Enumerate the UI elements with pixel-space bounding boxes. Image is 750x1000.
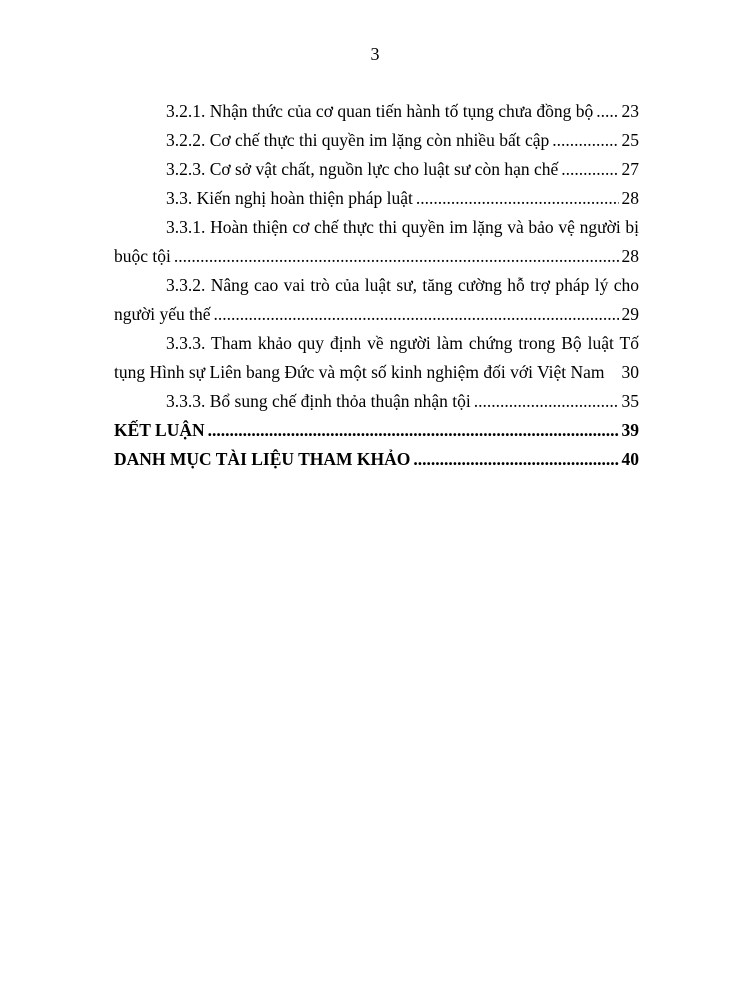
toc-entry-page: 40	[621, 449, 639, 469]
toc-entry-title: 3.3. Kiến nghị hoàn thiện pháp luật	[166, 188, 413, 208]
toc-entry-title: 3.2.1. Nhận thức của cơ quan tiến hành tố tụng chưa đồng bộ	[166, 101, 594, 121]
dot-leader	[214, 304, 619, 325]
toc-entry-references[interactable]	[114, 449, 639, 478]
toc-entry-title: buộc tội	[114, 246, 171, 266]
toc-entry-title: KẾT LUẬN	[114, 420, 205, 440]
toc-entry-title: 3.3.3. Bổ sung chế định thỏa thuận nhận tội	[166, 391, 471, 411]
toc-entry-page: 27	[621, 159, 639, 179]
dot-leader	[413, 449, 618, 470]
toc-entry-3-3[interactable]	[114, 188, 639, 217]
toc-entry-3-3-3a-line1[interactable]: 3.3.3. Tham khảo quy định về người làm chứng trong Bộ luật Tố	[166, 333, 639, 353]
dot-leader	[474, 391, 619, 412]
toc-entry-page: 23	[621, 101, 639, 121]
table-of-contents	[114, 101, 639, 478]
toc-entry-title: 3.2.3. Cơ sở vật chất, nguồn lực cho luật sư còn hạn chế	[166, 159, 559, 179]
dot-leader	[416, 188, 619, 209]
toc-entry-page: 25	[621, 130, 639, 150]
toc-entry-conclusion[interactable]	[114, 420, 639, 449]
toc-entry-page: 35	[621, 391, 639, 411]
dot-leader	[208, 420, 619, 441]
dot-leader	[561, 159, 618, 180]
toc-entry-3-2-1[interactable]	[114, 101, 639, 130]
dot-leader	[596, 101, 618, 122]
toc-entry-page: 30	[621, 362, 639, 382]
toc-entry-page: 28	[621, 188, 639, 208]
toc-entry-3-3-2-line2[interactable]	[114, 304, 639, 333]
toc-entry-title: người yếu thế	[114, 304, 211, 324]
toc-entry-title: tụng Hình sự Liên bang Đức và một số kinh nghiệm đối với Việt Nam	[114, 362, 605, 382]
toc-entry-title: DANH MỤC TÀI LIỆU THAM KHẢO	[114, 449, 411, 469]
toc-entry-3-3-1-line1[interactable]: 3.3.1. Hoàn thiện cơ chế thực thi quyền im lặng và bảo vệ người bị	[166, 217, 639, 237]
toc-entry-3-3-3a-line2[interactable]	[114, 362, 639, 391]
toc-entry-page: 28	[621, 246, 639, 266]
toc-entry-3-3-3b[interactable]	[114, 391, 639, 420]
dot-leader	[174, 246, 619, 267]
page-number: 3	[370, 44, 380, 64]
toc-entry-page: 29	[621, 304, 639, 324]
toc-entry-title: 3.2.2. Cơ chế thực thi quyền im lặng còn nhiều bất cập	[166, 130, 550, 150]
toc-entry-page: 39	[621, 420, 639, 440]
toc-entry-3-2-2[interactable]	[114, 130, 639, 159]
toc-entry-3-3-1-line2[interactable]	[114, 246, 639, 275]
dot-leader	[552, 130, 618, 151]
toc-entry-3-3-2-line1[interactable]: 3.3.2. Nâng cao vai trò của luật sư, tăng cường hỗ trợ pháp lý cho	[166, 275, 639, 295]
toc-entry-3-2-3[interactable]	[114, 159, 639, 188]
